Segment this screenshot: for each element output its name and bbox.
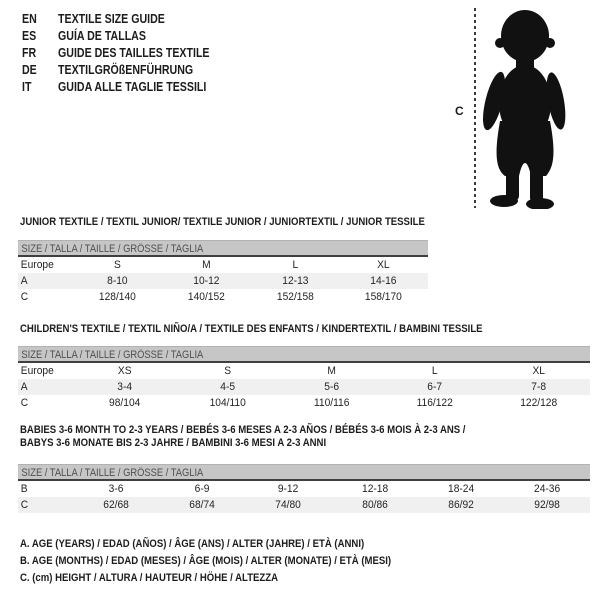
footnote-text: B. AGE (MONTHS) / EDAD (MESES) / ÂGE (MOIS) / ALTER (MONATE) / ETÀ (MESI) [20, 555, 392, 567]
babies-size-table [18, 464, 590, 513]
footnote-height [20, 568, 447, 585]
value-cell: 140/152 [187, 291, 225, 303]
row-label-cell: C [20, 499, 29, 511]
table-row-age-years [18, 379, 590, 395]
value-cell: XS [117, 365, 132, 377]
value-cell: 110/116 [313, 397, 350, 409]
value-cell: 8-10 [107, 275, 128, 287]
footnote-text: A. AGE (YEARS) / EDAD (AÑOS) / ÂGE (ANS) / ALTER (JAHRE) / ETÀ (ANNI) [20, 538, 365, 550]
value-cell: 14-16 [370, 275, 397, 287]
value-cell: 3-6 [108, 483, 124, 495]
value-cell: 12-13 [281, 275, 308, 287]
junior-size-table [18, 240, 428, 305]
row-label-cell: B [20, 483, 28, 495]
language-title: GUIDA ALLE TAGLIE TESSILI [58, 80, 207, 94]
row-label-cell: A [20, 275, 28, 287]
value-cell: 68/74 [189, 499, 216, 511]
value-cell: M [201, 259, 211, 271]
baby-silhouette-image [480, 9, 568, 209]
size-header-label: SIZE / TALLA / TAILLE / GRÖSSE / TAGLIA [21, 349, 204, 361]
value-cell: 98/104 [109, 397, 141, 409]
value-cell: M [327, 365, 336, 377]
height-measure-label: C [455, 104, 464, 118]
value-cell: 152/158 [276, 291, 314, 303]
size-table-header [18, 346, 590, 363]
language-code: FR [22, 46, 37, 60]
language-row-es [12, 29, 312, 46]
value-cell: 62/68 [103, 499, 129, 511]
table-row-age-months [18, 481, 590, 497]
junior-section-title: JUNIOR TEXTILE / TEXTIL JUNIOR/ TEXTILE JUNIOR / JUNIORTEXTIL / JUNIOR TESSILE [20, 216, 425, 228]
table-row-age-years [18, 273, 428, 289]
size-table-header [18, 240, 428, 257]
row-label-cell: A [20, 381, 28, 393]
babies-section-title-line1: BABIES 3-6 MONTH TO 2-3 YEARS / BEBÉS 3-6 MESES A 2-3 AÑOS / BÉBÉS 3-6 MOIS À 2-3 ANS / [20, 424, 466, 436]
value-cell: 74/80 [275, 499, 302, 511]
value-cell: 24-36 [533, 483, 561, 495]
value-cell: 10-12 [193, 275, 220, 287]
footnote-age-months [20, 551, 447, 568]
table-row-height [18, 289, 428, 305]
language-row-it [12, 80, 312, 97]
language-title: TEXTILGRÖßENFÜHRUNG [58, 63, 194, 77]
children-size-table [18, 346, 590, 411]
value-cell: 6-9 [194, 483, 210, 495]
language-code: DE [22, 63, 37, 77]
value-cell: 80/86 [361, 499, 388, 511]
value-cell: S [224, 365, 232, 377]
value-cell: 122/128 [519, 397, 557, 409]
value-cell: 18-24 [447, 483, 474, 495]
size-table-header [18, 464, 590, 481]
table-row-europe [18, 363, 590, 379]
language-list [12, 12, 312, 97]
size-header-label: SIZE / TALLA / TAILLE / GRÖSSE / TAGLIA [21, 243, 204, 255]
value-cell: 116/122 [416, 397, 454, 409]
babies-section-title-line2: BABYS 3-6 MONATE BIS 2-3 JAHRE / BAMBINI 3-6 MESI A 2-3 ANNI [20, 437, 327, 449]
value-cell: 3-4 [117, 381, 133, 393]
value-cell: 5-6 [324, 381, 339, 393]
language-row-en [12, 12, 312, 29]
value-cell: 158/170 [365, 291, 403, 303]
height-reference-dashed-line [474, 8, 476, 208]
table-row-europe [18, 257, 428, 273]
measurement-legend [20, 534, 447, 585]
value-cell: L [432, 365, 438, 377]
value-cell: 86/92 [447, 499, 474, 511]
table-row-height [18, 395, 590, 411]
language-title: GUIDE DES TAILLES TEXTILE [58, 46, 210, 60]
row-label-cell: Europe [20, 259, 54, 271]
value-cell: XL [377, 259, 390, 271]
row-label-cell: C [20, 397, 29, 409]
language-row-fr [12, 46, 312, 63]
value-cell: S [113, 259, 121, 271]
value-cell: 12-18 [361, 483, 388, 495]
language-title: GUÍA DE TALLAS [58, 29, 146, 43]
language-code: ES [22, 29, 37, 43]
language-code: IT [22, 80, 32, 94]
row-label-cell: C [20, 291, 29, 303]
language-row-de [12, 63, 312, 80]
value-cell: L [292, 259, 298, 271]
language-code: EN [22, 12, 37, 26]
value-cell: 4-5 [220, 381, 236, 393]
value-cell: 6-7 [427, 381, 443, 393]
value-cell: 128/140 [98, 291, 136, 303]
value-cell: XL [532, 365, 545, 377]
value-cell: 7-8 [530, 381, 546, 393]
footnote-age-years [20, 534, 447, 551]
value-cell: 9-12 [278, 483, 299, 495]
value-cell: 92/98 [534, 499, 560, 511]
footnote-text: C. (cm) HEIGHT / ALTURA / HAUTEUR / HÖHE / ALTEZZA [20, 572, 279, 584]
children-section-title: CHILDREN'S TEXTILE / TEXTIL NIÑO/A / TEXTILE DES ENFANTS / KINDERTEXTIL / BAMBINI TESSILE [20, 323, 483, 335]
row-label-cell: Europe [20, 365, 54, 377]
table-row-height [18, 497, 590, 513]
language-title: TEXTILE SIZE GUIDE [58, 12, 165, 26]
size-header-label: SIZE / TALLA / TAILLE / GRÖSSE / TAGLIA [21, 467, 204, 479]
value-cell: 104/110 [209, 397, 247, 409]
